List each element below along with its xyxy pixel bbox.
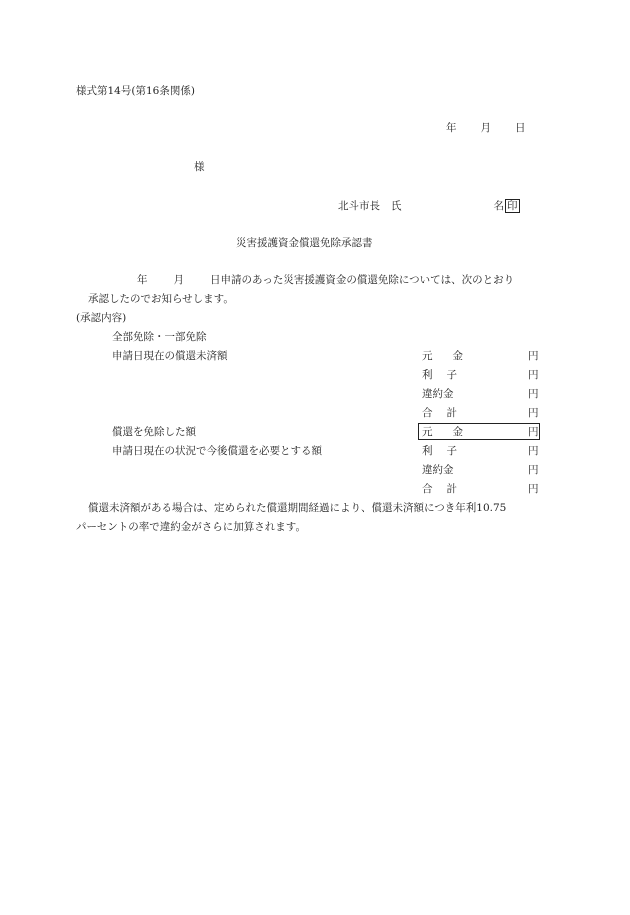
row-label-interest: 利 子: [422, 445, 457, 457]
row-unit: 円: [528, 350, 539, 362]
row-unit: 円: [528, 483, 539, 495]
body-line-2: 承認したのでお知らせします。: [88, 293, 234, 305]
row-label-interest: 利 子: [422, 369, 457, 381]
row-label-penalty: 違約金: [422, 464, 454, 476]
date-year: 年: [446, 122, 457, 134]
issuer-name-suffix: 名: [493, 200, 504, 212]
note-line-2: パーセントの率で違約金がさらに加算されます。: [76, 521, 306, 533]
group-label-future-required: 申請日現在の状況で今後償還を必要とする額: [112, 445, 322, 457]
row-label-total: 合 計: [422, 483, 457, 495]
row-label-principal: 元 金: [422, 350, 463, 362]
row-unit: 円: [528, 464, 539, 476]
date-line: [446, 123, 526, 134]
row-unit: 円: [528, 426, 539, 438]
seal-mark: 印: [507, 200, 518, 212]
group-label-outstanding: 申請日現在の償還未済額: [112, 350, 228, 362]
row-unit: 円: [528, 407, 539, 419]
form-number: 様式第14号(第16条関係): [76, 85, 195, 97]
body-year: 年: [137, 274, 148, 286]
note-line-1: 償還未済額がある場合は、定められた償還期間経過により、償還未済額につき年利10.75: [88, 502, 507, 514]
section-heading: (承認内容): [76, 312, 127, 324]
row-label-principal: 元 金: [422, 426, 463, 438]
body-month: 月: [173, 274, 184, 286]
group-label-exempted: 償還を免除した額: [112, 426, 196, 438]
row-unit: 円: [528, 369, 539, 381]
body-line1-rest: 日申請のあった災害援護資金の償還免除については、次のとおり: [210, 274, 515, 286]
date-day: 日: [515, 122, 526, 134]
row-label-total: 合 計: [422, 407, 457, 419]
body-line-1: [137, 275, 514, 286]
issuer-honorific: 氏: [391, 200, 402, 212]
row-unit: 円: [528, 388, 539, 400]
document-title: 災害援護資金償還免除承認書: [236, 237, 373, 249]
issuer-title: 北斗市長: [338, 200, 380, 212]
addressee-suffix: 様: [194, 161, 205, 173]
date-month: 月: [480, 122, 491, 134]
issuer: [338, 199, 520, 213]
row-unit: 円: [528, 445, 539, 457]
exemption-type: 全部免除・一部免除: [112, 331, 207, 343]
row-label-penalty: 違約金: [422, 388, 454, 400]
